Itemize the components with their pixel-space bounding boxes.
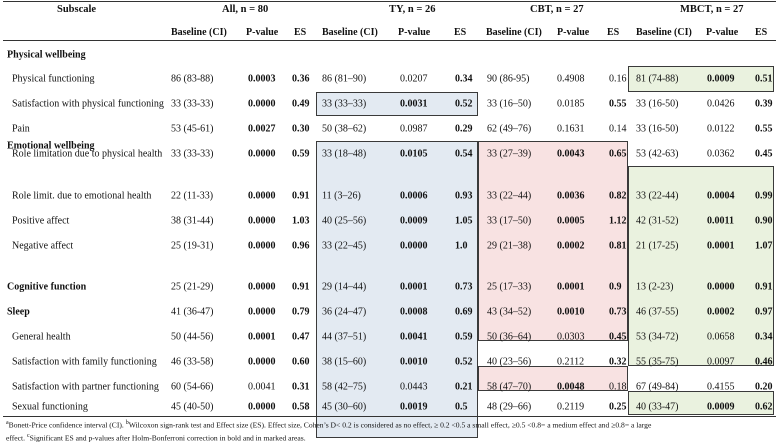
cbt-baseline-cell: 48 (29–66) bbox=[487, 401, 532, 413]
cbt-baseline-cell: 33 (22–44) bbox=[487, 190, 532, 202]
mbct-baseline-cell: 42 (31-52) bbox=[636, 215, 679, 227]
cbt-pvalue-cell: 0.0185 bbox=[557, 98, 585, 110]
all-es-cell: 0.59 bbox=[292, 148, 310, 160]
all-pvalue-cell: 0.0000 bbox=[248, 98, 276, 110]
footnote-text-3: effect. bbox=[6, 433, 27, 443]
mbct-pvalue-cell: 0.0009 bbox=[707, 401, 735, 413]
all-pvalue-cell: 0.0000 bbox=[248, 356, 276, 368]
cbt-baseline-cell: 50 (36–64) bbox=[487, 331, 532, 343]
ty-es-cell: 0.69 bbox=[455, 306, 473, 318]
ty-es-cell: 0.34 bbox=[455, 73, 473, 85]
ty-baseline-cell: 29 (14–44) bbox=[322, 281, 367, 293]
ty-pvalue-cell: 0.0207 bbox=[400, 73, 428, 85]
cbt-es-cell: 0.9 bbox=[609, 281, 622, 293]
all-es-cell: 0.49 bbox=[292, 98, 310, 110]
ty-baseline-cell: 58 (42–75) bbox=[322, 381, 367, 393]
col-mbct-pvalue: P-value bbox=[706, 27, 739, 38]
row-label: Negative affect bbox=[12, 240, 74, 252]
mbct-pvalue-cell: 0.4155 bbox=[707, 381, 735, 393]
row-label: Satisfaction with physical functioning bbox=[12, 98, 164, 110]
mbct-baseline-cell: 33 (16-50) bbox=[636, 98, 679, 110]
all-baseline-cell: 53 (45-61) bbox=[171, 123, 214, 135]
cbt-baseline-cell: 33 (16–50) bbox=[487, 98, 532, 110]
all-es-cell: 1.03 bbox=[292, 215, 310, 227]
cbt-baseline-cell: 29 (21–38) bbox=[487, 240, 532, 252]
mbct-es-cell: 0.20 bbox=[755, 381, 773, 393]
col-mbct-baseline: Baseline (CI) bbox=[636, 27, 692, 38]
cbt-es-cell: 0.82 bbox=[609, 190, 627, 202]
ty-es-cell: 0.21 bbox=[455, 381, 473, 393]
cbt-es-cell: 0.32 bbox=[609, 356, 627, 368]
col-cbt-baseline: Baseline (CI) bbox=[486, 27, 542, 38]
cbt-baseline-cell: 25 (17–33) bbox=[487, 281, 532, 293]
row-label: Physical functioning bbox=[12, 73, 95, 85]
ty-baseline-cell: 38 (15–60) bbox=[322, 356, 367, 368]
cbt-baseline-cell: 90 (86-95) bbox=[487, 73, 530, 85]
footnote-marker-c: c bbox=[26, 433, 30, 439]
all-pvalue-cell: 0.0000 bbox=[248, 148, 276, 160]
ty-baseline-cell: 40 (25–56) bbox=[322, 215, 367, 227]
cbt-es-cell: 0.45 bbox=[609, 331, 627, 343]
all-es-cell: 0.30 bbox=[292, 123, 310, 135]
all-baseline-cell: 46 (33-58) bbox=[171, 356, 214, 368]
all-baseline-cell: 22 (11-33) bbox=[171, 190, 214, 202]
header-rule bbox=[3, 40, 776, 41]
cbt-pvalue-cell: 0.0048 bbox=[557, 381, 585, 393]
footnote-marker-a: a bbox=[6, 420, 9, 426]
mbct-es-cell: 0.39 bbox=[755, 98, 773, 110]
ty-es-cell: 0.5 bbox=[455, 401, 468, 413]
ty-es-cell: 0.52 bbox=[455, 356, 473, 368]
col-ty-baseline: Baseline (CI) bbox=[322, 27, 378, 38]
footnote-line-2 bbox=[6, 433, 306, 443]
cbt-es-cell: 0.16 bbox=[609, 73, 627, 85]
cbt-pvalue-cell: 0.0010 bbox=[557, 306, 585, 318]
all-es-cell: 0.36 bbox=[292, 73, 310, 85]
group-header-cbt: CBT, n = 27 bbox=[530, 4, 584, 15]
ty-pvalue-cell: 0.0041 bbox=[400, 331, 428, 343]
mbct-pvalue-cell: 0.0426 bbox=[707, 98, 735, 110]
all-pvalue-cell: 0.0000 bbox=[248, 281, 276, 293]
mbct-es-cell: 0.34 bbox=[755, 331, 773, 343]
mbct-baseline-cell: 33 (22-44) bbox=[636, 190, 679, 202]
all-baseline-cell: 25 (19-31) bbox=[171, 240, 214, 252]
cbt-baseline-cell: 40 (23–56) bbox=[487, 356, 532, 368]
all-baseline-cell: 25 (21-29) bbox=[171, 281, 214, 293]
ty-es-cell: 0.29 bbox=[455, 123, 473, 135]
cbt-baseline-cell: 33 (27–39) bbox=[487, 148, 532, 160]
cbt-es-cell: 0.65 bbox=[609, 148, 627, 160]
all-es-cell: 0.91 bbox=[292, 190, 310, 202]
cbt-es-cell: 0.55 bbox=[609, 98, 627, 110]
col-cbt-es: ES bbox=[607, 27, 620, 38]
all-es-cell: 0.31 bbox=[292, 381, 310, 393]
ty-pvalue-cell: 0.0105 bbox=[400, 148, 428, 160]
cbt-pvalue-cell: 0.2119 bbox=[557, 401, 585, 413]
ty-pvalue-cell: 0.0001 bbox=[400, 281, 428, 293]
mbct-pvalue-cell: 0.0001 bbox=[707, 240, 735, 252]
all-baseline-cell: 41 (36-47) bbox=[171, 306, 214, 318]
mbct-es-cell: 0.55 bbox=[755, 123, 773, 135]
top-rule bbox=[3, 1, 776, 2]
mbct-baseline-cell: 81 (74-88) bbox=[636, 73, 679, 85]
ty-es-cell: 0.54 bbox=[455, 148, 473, 160]
all-pvalue-cell: 0.0001 bbox=[248, 331, 276, 343]
mbct-pvalue-cell: 0.0122 bbox=[707, 123, 735, 135]
cbt-pvalue-cell: 0.0303 bbox=[557, 331, 585, 343]
mbct-pvalue-cell: 0.0004 bbox=[707, 190, 735, 202]
ty-es-cell: 0.52 bbox=[455, 98, 473, 110]
mbct-pvalue-cell: 0.0097 bbox=[707, 356, 735, 368]
ty-pvalue-cell: 0.0006 bbox=[400, 190, 428, 202]
all-pvalue-cell: 0.0041 bbox=[248, 381, 276, 393]
all-baseline-cell: 50 (44-56) bbox=[171, 331, 214, 343]
mbct-es-cell: 0.51 bbox=[755, 73, 773, 85]
group-header-mbct: MBCT, n = 27 bbox=[680, 4, 744, 15]
all-pvalue-cell: 0.0027 bbox=[248, 123, 276, 135]
mbct-es-cell: 0.99 bbox=[755, 190, 773, 202]
cbt-pvalue-cell: 0.0036 bbox=[557, 190, 585, 202]
mbct-baseline-cell: 53 (34-72) bbox=[636, 331, 679, 343]
mbct-es-cell: 0.46 bbox=[755, 356, 773, 368]
ty-baseline-cell: 86 (81–90) bbox=[322, 73, 367, 85]
all-baseline-cell: 45 (40-50) bbox=[171, 401, 214, 413]
all-es-cell: 0.91 bbox=[292, 281, 310, 293]
row-label: Pain bbox=[12, 123, 30, 135]
row-label: Sexual functioning bbox=[12, 401, 88, 413]
ty-pvalue-cell: 0.0019 bbox=[400, 401, 428, 413]
cbt-baseline-cell: 43 (34–52) bbox=[487, 306, 532, 318]
ty-baseline-cell: 33 (22–45) bbox=[322, 240, 367, 252]
ty-baseline-cell: 45 (30–60) bbox=[322, 401, 367, 413]
cbt-es-cell: 0.81 bbox=[609, 240, 627, 252]
mbct-pvalue-cell: 0.0000 bbox=[707, 281, 735, 293]
col-ty-pvalue: P-value bbox=[398, 27, 431, 38]
row-label: Satisfaction with family functioning bbox=[12, 356, 157, 368]
subscale-header: Subscale bbox=[57, 4, 97, 15]
all-es-cell: 0.96 bbox=[292, 240, 310, 252]
cbt-es-cell: 1.12 bbox=[609, 215, 627, 227]
footnote-line-1 bbox=[6, 420, 651, 430]
all-pvalue-cell: 0.0003 bbox=[248, 73, 276, 85]
all-es-cell: 0.47 bbox=[292, 331, 310, 343]
all-pvalue-cell: 0.0000 bbox=[248, 401, 276, 413]
mbct-baseline-cell: 40 (33-47) bbox=[636, 401, 679, 413]
ty-baseline-cell: 36 (24–47) bbox=[322, 306, 367, 318]
ty-baseline-cell: 50 (38–62) bbox=[322, 123, 367, 135]
cbt-baseline-cell: 62 (49–76) bbox=[487, 123, 532, 135]
ty-baseline-cell: 11 (3–26) bbox=[322, 190, 361, 202]
all-pvalue-cell: 0.0000 bbox=[248, 215, 276, 227]
row-label: Role limitation due to physical health bbox=[12, 148, 163, 160]
mbct-baseline-cell: 21 (17-25) bbox=[636, 240, 679, 252]
cbt-pvalue-cell: 0.4908 bbox=[557, 73, 585, 85]
all-pvalue-cell: 0.0000 bbox=[248, 240, 276, 252]
mbct-es-cell: 1.07 bbox=[755, 240, 773, 252]
all-pvalue-cell: 0.0000 bbox=[248, 190, 276, 202]
section-emotional-wellbeing: Emotional wellbeing bbox=[7, 140, 95, 152]
row-label: Role limit. due to emotional health bbox=[12, 190, 152, 202]
cbt-baseline-cell: 58 (47–70) bbox=[487, 381, 532, 393]
mbct-pvalue-cell: 0.0009 bbox=[707, 73, 735, 85]
ty-es-cell: 0.73 bbox=[455, 281, 473, 293]
mbct-pvalue-cell: 0.0658 bbox=[707, 331, 735, 343]
cbt-pvalue-cell: 0.0043 bbox=[557, 148, 585, 160]
ty-pvalue-cell: 0.0000 bbox=[400, 240, 428, 252]
ty-baseline-cell: 33 (18–48) bbox=[322, 148, 367, 160]
mbct-pvalue-cell: 0.0362 bbox=[707, 148, 735, 160]
group-header-ty: TY, n = 26 bbox=[389, 4, 436, 15]
cbt-pvalue-cell: 0.0001 bbox=[557, 281, 585, 293]
ty-pvalue-cell: 0.0010 bbox=[400, 356, 428, 368]
col-all-pvalue: P-value bbox=[246, 27, 279, 38]
cbt-pvalue-cell: 0.0005 bbox=[557, 215, 585, 227]
footnote-text-1: Bonett-Price confidence interval (CI). bbox=[8, 420, 126, 430]
ty-pvalue-cell: 0.0031 bbox=[400, 98, 428, 110]
ty-pvalue-cell: 0.0443 bbox=[400, 381, 428, 393]
footnote-text-4: Significant ES and p-values after Holm-Bonferroni correction in bold and in marked areas. bbox=[29, 433, 306, 443]
cbt-pvalue-cell: 0.1631 bbox=[557, 123, 585, 135]
mbct-baseline-cell: 53 (42-63) bbox=[636, 148, 679, 160]
ty-pvalue-cell: 0.0987 bbox=[400, 123, 428, 135]
ty-es-cell: 0.59 bbox=[455, 331, 473, 343]
all-baseline-cell: 60 (54-66) bbox=[171, 381, 214, 393]
section-physical-wellbeing: Physical wellbeing bbox=[7, 49, 86, 61]
cbt-es-cell: 0.18 bbox=[609, 381, 627, 393]
bottom-rule bbox=[3, 416, 776, 417]
mbct-es-cell: 0.45 bbox=[755, 148, 773, 160]
ty-es-cell: 1.0 bbox=[455, 240, 468, 252]
ty-baseline-cell: 44 (37–51) bbox=[322, 331, 367, 343]
col-mbct-es: ES bbox=[755, 27, 768, 38]
footnote-marker-b: b bbox=[125, 420, 129, 426]
mbct-es-cell: 0.90 bbox=[755, 215, 773, 227]
cbt-baseline-cell: 33 (17–50) bbox=[487, 215, 532, 227]
all-pvalue-cell: 0.0000 bbox=[248, 306, 276, 318]
all-es-cell: 0.58 bbox=[292, 401, 310, 413]
ty-pvalue-cell: 0.0008 bbox=[400, 306, 428, 318]
ty-es-cell: 0.93 bbox=[455, 190, 473, 202]
col-all-es: ES bbox=[294, 27, 307, 38]
mbct-es-cell: 0.91 bbox=[755, 281, 773, 293]
all-baseline-cell: 86 (83-88) bbox=[171, 73, 214, 85]
row-label: General health bbox=[12, 331, 71, 343]
mbct-baseline-cell: 13 (2-23) bbox=[636, 281, 674, 293]
col-cbt-pvalue: P-value bbox=[557, 27, 590, 38]
mbct-baseline-cell: 33 (16-50) bbox=[636, 123, 679, 135]
all-baseline-cell: 33 (33-33) bbox=[171, 98, 214, 110]
cbt-es-cell: 0.25 bbox=[609, 401, 627, 413]
mbct-baseline-cell: 67 (49-84) bbox=[636, 381, 679, 393]
all-baseline-cell: 38 (31-44) bbox=[171, 215, 214, 227]
col-all-baseline: Baseline (CI) bbox=[171, 27, 227, 38]
group-header-all: All, n = 80 bbox=[222, 4, 269, 15]
cbt-es-cell: 0.14 bbox=[609, 123, 627, 135]
all-baseline-cell: 33 (33-33) bbox=[171, 148, 214, 160]
all-es-cell: 0.60 bbox=[292, 356, 310, 368]
all-es-cell: 0.79 bbox=[292, 306, 310, 318]
mbct-baseline-cell: 55 (35-75) bbox=[636, 356, 679, 368]
row-label: Positive affect bbox=[12, 215, 70, 227]
mbct-baseline-cell: 46 (37-55) bbox=[636, 306, 679, 318]
mbct-es-cell: 0.62 bbox=[755, 401, 773, 413]
footnote-text-2: Wilcoxon sign-rank test and Effect size (ES). Effect size, Cohen’s D< 0.2 is considered as no effect, ≥ 0.2 <0.5 a small effect, ≥0.5 <0.8= a medium effect and ≥0.8= a large bbox=[128, 420, 652, 430]
mbct-pvalue-cell: 0.0002 bbox=[707, 306, 735, 318]
cbt-pvalue-cell: 0.0002 bbox=[557, 240, 585, 252]
ty-pvalue-cell: 0.0009 bbox=[400, 215, 428, 227]
cbt-pvalue-cell: 0.2112 bbox=[557, 356, 585, 368]
ty-baseline-cell: 33 (33–33) bbox=[322, 98, 367, 110]
ty-es-cell: 1.05 bbox=[455, 215, 473, 227]
mbct-es-cell: 0.97 bbox=[755, 306, 773, 318]
cbt-es-cell: 0.73 bbox=[609, 306, 627, 318]
mbct-pvalue-cell: 0.0011 bbox=[707, 215, 734, 227]
col-ty-es: ES bbox=[454, 27, 467, 38]
row-label: Cognitive function bbox=[7, 281, 87, 293]
row-label: Sleep bbox=[7, 306, 30, 318]
row-label: Satisfaction with partner functioning bbox=[12, 381, 159, 393]
